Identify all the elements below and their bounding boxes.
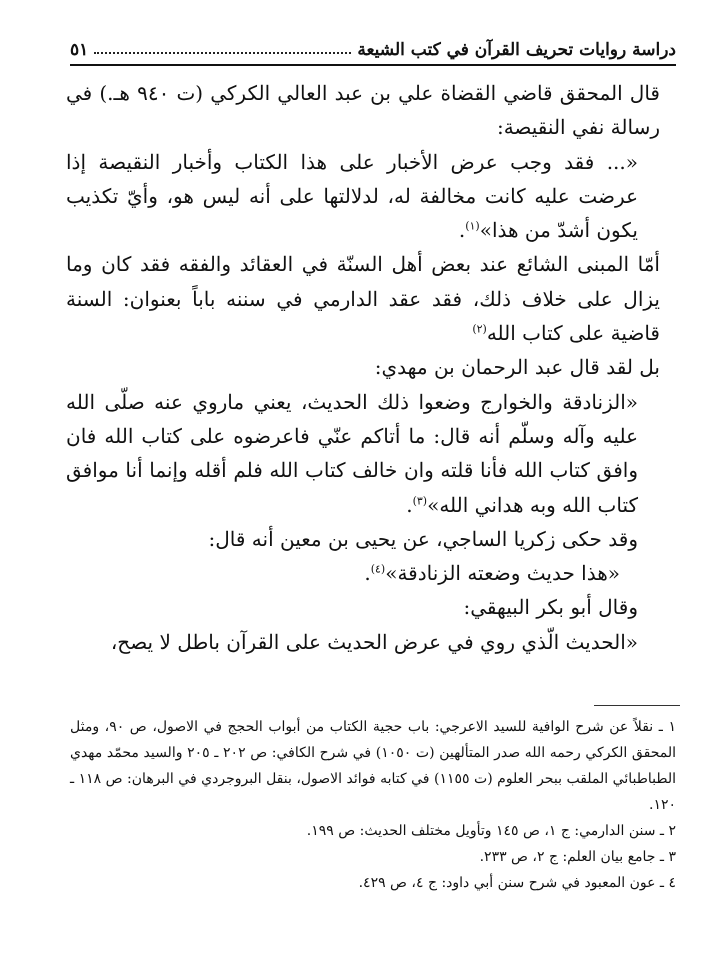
quote-bayhaqi: «الحديث الّذي روي في عرض الحديث على القرآن باطل لا يصح، [110,629,638,654]
footnote-1: ١ ـ نقلاً عن شرح الوافية للسيد الاعرجي: باب حجية الكتاب من أبواب الحجج في الاصول، ص ٩٠، ومثل المحقق الكركي رحمه الله صدر المتألهين (ت ١٠٥٠) في شرح الكافي: ص ٢٠٢ ـ ٢٠٥ والسيد محمّد مهدي الطباطبائي الملقب ببحر العلوم (ت ١١٥٥) في كتابه فوائد الاصول، بنقل البروجردي في البرهان: ص ١١٨ ـ ١٢٠. [70,719,676,813]
footnote-ref-2[interactable]: (٢) [472,322,487,336]
paragraph-intro: قال المحقق قاضي القضاة علي بن عبد العالي الكركي (ت ٩٤٠ هـ.) في رسالة نفي النقيصة: [66,81,660,140]
header-rule [70,64,676,66]
running-header [70,30,676,60]
quote-karaki: «... فقد وجب عرض الأخبار على هذا الكتاب وأخبار النقيصة إذا عرضت عليه كانت مخالفة له، لدلالتها على أنه ليس هو، وأيّ تكذيب يكون أشدّ من هذا»$^{(١)}$. [66,149,638,243]
paragraph-sunni-view: أمّا المبنى الشائع عند بعض أهل السنّة في العقائد والفقه فقد كان وما يزال على خلاف ذلك، فقد عقد الدارمي في سننه باباً بعنوان: السنة قاضية على كتاب الله$^{(٢)}$ [66,252,660,346]
paragraph-bayhaqi: وقال أبو بكر البيهقي: [463,595,638,620]
footnote-ref-1[interactable]: (١) [465,219,480,233]
quote-ibn-mahdi: «الزنادقة والخوارج وضعوا ذلك الحديث، يعني ماروي عنه صلّى الله عليه وآله وسلّم أنه قال: ما أتاكم عنّي فاعرضوه على كتاب الله فان وافق كتاب الله فأنا قلته وان خالف كتاب الله فلم أقله وإنما أنا موافق كتاب الله وبه هداني الله»$^{(٣)}$. [66,389,638,517]
footnote-3: ٣ ـ جامع بيان العلم: ج ٢، ص ٢٣٣. [479,849,676,865]
footnote-ref-4[interactable]: (٤) [370,562,386,576]
quote-zanadiqa: «هذا حديث وضعته الزنادقة»$^{(٤)}$. [364,561,620,586]
page-number: ٥١ [70,40,89,60]
footnote-separator [594,705,680,706]
running-title: دراسة روايات تحريف القرآن في كتب الشيعة [357,40,676,60]
paragraph-saji: وقد حكى زكريا الساجي، عن يحيى بن معين أنه قال: [208,526,638,551]
paragraph-ibn-mahdi: بل لقد قال عبد الرحمان بن مهدي: [374,355,660,380]
header-dot-leader [94,52,351,54]
main-text [66,76,660,659]
footnote-4: ٤ ـ عون المعبود في شرح سنن أبي داود: ج ٤، ص ٤٢٩. [358,875,676,891]
footnotes [70,714,676,896]
footnote-ref-3[interactable]: (٣) [412,493,428,507]
footnote-2: ٢ ـ سنن الدارمي: ج ١، ص ١٤٥ وتأويل مختلف الحديث: ص ١٩٩. [306,823,676,839]
